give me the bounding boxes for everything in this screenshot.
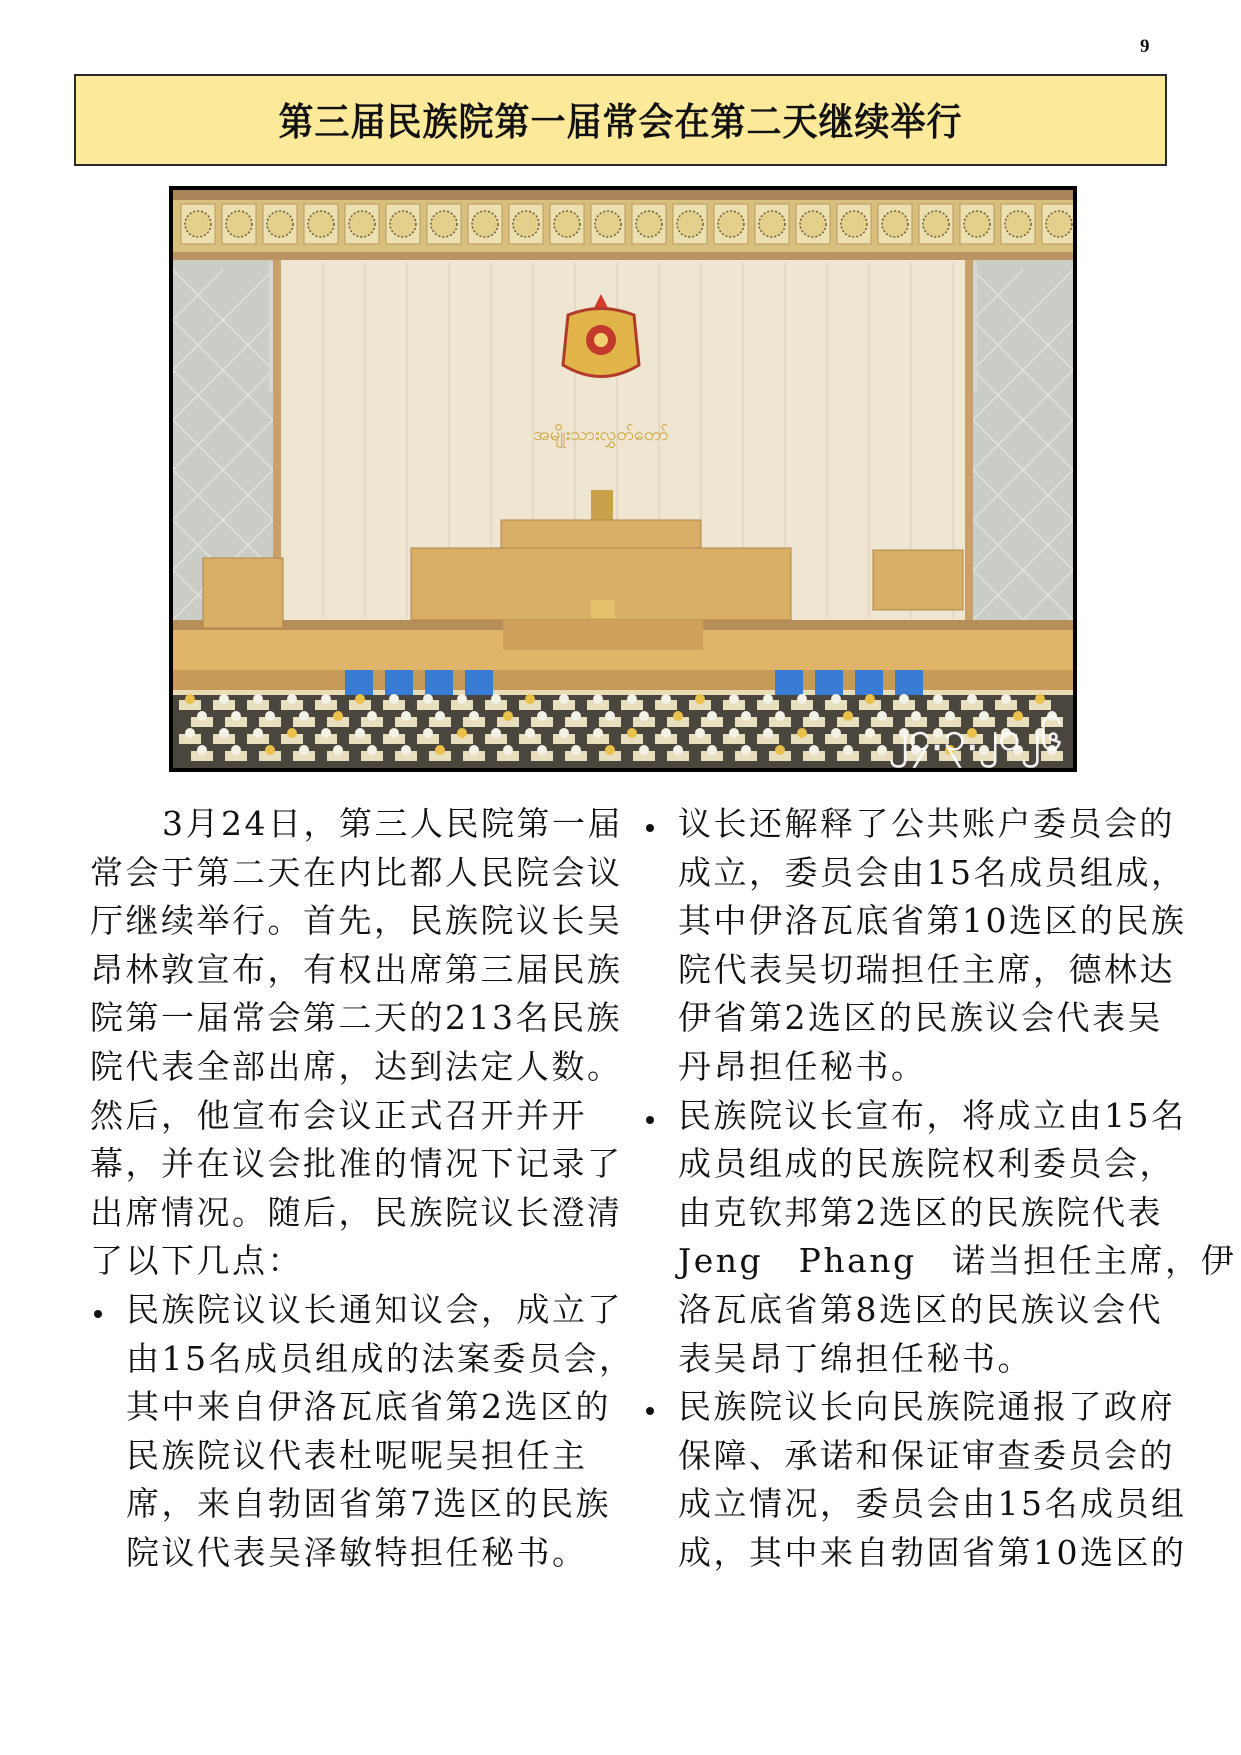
delegate-head	[559, 728, 569, 738]
delegate-head	[253, 694, 263, 704]
delegate-head	[287, 694, 297, 704]
delegate-head	[185, 694, 195, 704]
delegate-head	[219, 694, 229, 704]
delegate-head	[1001, 694, 1011, 704]
frieze-rosette	[472, 211, 498, 237]
delegate-head	[797, 694, 807, 704]
text-line: 丹昂担任秘书。	[678, 1046, 927, 1086]
delegate-head	[843, 745, 853, 755]
delegate-head	[673, 745, 683, 755]
delegate-head	[763, 728, 773, 738]
delegate-head	[185, 728, 195, 738]
bullet-icon	[90, 1286, 110, 1335]
text-line: 院代表吴切瑞担任主席，德林达	[678, 949, 1175, 989]
delegate-head	[571, 745, 581, 755]
delegate-head	[877, 745, 887, 755]
delegate-head	[729, 728, 739, 738]
text-line: 3月24日，第三人民院第一届	[162, 804, 623, 843]
delegate-head	[1035, 694, 1045, 704]
text-line: 由克钦邦第2选区的民族院代表	[678, 1192, 1163, 1232]
delegate-head	[525, 728, 535, 738]
wall-inscription: အမျိုးသားလွှတ်တော်	[533, 424, 669, 445]
frieze-rosette	[349, 211, 375, 237]
frieze-rosette	[718, 211, 744, 237]
bullet-list	[90, 1286, 635, 1578]
right-desk	[873, 550, 963, 610]
text-line: 常会于第二天在内比都人民院会议	[90, 852, 623, 892]
delegate-head	[355, 728, 365, 738]
delegate-head	[333, 745, 343, 755]
delegate-head	[287, 728, 297, 738]
delegate-head	[389, 728, 399, 738]
page-number: 9	[1140, 36, 1150, 57]
delegate-head	[865, 694, 875, 704]
delegate-head	[469, 745, 479, 755]
delegate-head	[775, 745, 785, 755]
text-line: 院代表全部出席，达到法定人数。	[90, 1046, 623, 1086]
right-lattice-panel	[973, 260, 1073, 620]
delegate-head	[593, 694, 603, 704]
parliament-photo	[169, 186, 1077, 772]
delegate-head	[401, 711, 411, 721]
text-line: 其中伊洛瓦底省第10选区的民族	[678, 901, 1187, 941]
delegate-head	[457, 728, 467, 738]
delegate-head	[423, 728, 433, 738]
delegate-head	[695, 694, 705, 704]
text-line: 然后，他宣布会议正式召开并开	[90, 1095, 587, 1135]
bullet-item	[642, 800, 1187, 1092]
delegate-head	[219, 728, 229, 738]
delegate-head	[525, 694, 535, 704]
delegate-head	[639, 745, 649, 755]
text-line: 由15名成员组成的法案委员会，	[126, 1338, 635, 1378]
delegate-head	[503, 711, 513, 721]
delegate-head	[661, 694, 671, 704]
delegate-head	[491, 694, 501, 704]
delegate-head	[559, 694, 569, 704]
left-lectern	[203, 558, 283, 628]
delegate-head	[865, 728, 875, 738]
delegate-head	[877, 711, 887, 721]
text-line: 民族院议长宣布，将成立由15名	[678, 1095, 1187, 1135]
frieze-rosette	[759, 211, 785, 237]
delegate-head	[831, 728, 841, 738]
text-line: 议长还解释了公共账户委员会的	[678, 804, 1175, 843]
delegate-head	[775, 711, 785, 721]
delegate-head	[571, 711, 581, 721]
intro-paragraph	[90, 800, 623, 1286]
delegate-head	[367, 711, 377, 721]
delegate-head	[899, 694, 909, 704]
delegate-head	[741, 745, 751, 755]
text-line: 其中来自伊洛瓦底省第2选区的	[126, 1387, 611, 1427]
frieze-rosette	[1046, 211, 1072, 237]
delegate-head	[231, 745, 241, 755]
text-line: 民族院议长向民族院通报了政府	[678, 1387, 1175, 1427]
frieze-rosette	[923, 211, 949, 237]
delegate-head	[469, 711, 479, 721]
text-line: 出席情况。随后，民族院议长澄清	[90, 1192, 623, 1232]
text-line: 成立，委员会由15名成员组成，	[678, 852, 1187, 892]
bullet-item	[642, 1383, 1187, 1577]
frieze-rosette	[677, 211, 703, 237]
date-watermark: ၂၄.၃.၂၀၂၆	[888, 714, 1063, 760]
bullet-item	[90, 1286, 635, 1578]
text-line: 了以下几点：	[90, 1241, 303, 1281]
delegate-head	[423, 694, 433, 704]
delegate-head	[321, 694, 331, 704]
delegate-head	[707, 745, 717, 755]
delegate-head	[605, 711, 615, 721]
text-line: 幕，并在议会批准的情况下记录了	[90, 1144, 623, 1184]
delegate-head	[661, 728, 671, 738]
delegate-head	[265, 745, 275, 755]
frieze-rosette	[308, 211, 334, 237]
delegate-head	[741, 711, 751, 721]
delegate-head	[797, 728, 807, 738]
delegate-head	[491, 728, 501, 738]
title-banner	[74, 74, 1167, 166]
text-line: 院议代表吴泽敏特担任秘书。	[126, 1532, 588, 1572]
text-line: 伊省第2选区的民族议会代表吴	[678, 998, 1163, 1038]
delegate-head	[197, 745, 207, 755]
frieze-rosette	[390, 211, 416, 237]
delegate-head	[967, 694, 977, 704]
delegate-head	[843, 711, 853, 721]
text-line: 成，其中来自勃固省第10选区的	[678, 1532, 1187, 1572]
delegate-head	[253, 728, 263, 738]
frieze-rosette	[431, 211, 457, 237]
article-left-column	[90, 800, 635, 1578]
delegate-head	[593, 728, 603, 738]
frieze-rosette	[636, 211, 662, 237]
delegate-head	[299, 745, 309, 755]
bullet-icon	[642, 1383, 662, 1432]
frieze-rosette	[964, 211, 990, 237]
text-line: 成立情况，委员会由15名成员组	[678, 1484, 1187, 1524]
text-line: 保障、承诺和保证审查委员会的	[678, 1435, 1175, 1475]
frieze-rosette	[185, 211, 211, 237]
frieze-rosette	[882, 211, 908, 237]
text-line: 民族院议代表杜呢呢吴担任主	[126, 1435, 588, 1475]
delegate-head	[537, 711, 547, 721]
delegate-head	[435, 745, 445, 755]
frieze-rosette	[1005, 211, 1031, 237]
bullet-icon	[642, 1092, 662, 1141]
delegate-head	[809, 711, 819, 721]
delegate-head	[355, 694, 365, 704]
frieze-rosette	[267, 211, 293, 237]
delegate-head	[265, 711, 275, 721]
text-line: 民族院议议长通知议会，成立了	[126, 1289, 623, 1329]
delegate-head	[831, 694, 841, 704]
text-line: 厅继续举行。首先，民族院议长吴	[90, 901, 623, 941]
article-right-column	[642, 800, 1237, 1578]
delegate-head	[457, 694, 467, 704]
delegate-head	[673, 711, 683, 721]
bullet-list	[642, 800, 1237, 1578]
text-line: 院第一届常会第二天的213名民族	[90, 998, 622, 1038]
delegate-head	[627, 694, 637, 704]
delegate-head	[707, 711, 717, 721]
delegate-head	[333, 711, 343, 721]
delegate-head	[299, 711, 309, 721]
delegate-head	[639, 711, 649, 721]
delegate-head	[537, 745, 547, 755]
speaker-chair	[591, 490, 613, 520]
frieze-rosette	[800, 211, 826, 237]
delegate-head	[435, 711, 445, 721]
delegate-head	[503, 745, 513, 755]
text-line: 洛瓦底省第8选区的民族议会代	[678, 1289, 1163, 1329]
bullet-item	[642, 1092, 1237, 1384]
delegate-head	[367, 745, 377, 755]
delegate-head	[231, 711, 241, 721]
delegate-head	[401, 745, 411, 755]
frieze-rosette	[595, 211, 621, 237]
delegate-head	[729, 694, 739, 704]
bullet-icon	[642, 800, 662, 849]
text-line: Jeng Phang 诺当担任主席，伊	[678, 1241, 1237, 1281]
parliament-hall-illustration	[173, 190, 1073, 768]
delegate-head	[763, 694, 773, 704]
text-line: 成员组成的民族院权利委员会，	[678, 1144, 1175, 1184]
delegate-head	[197, 711, 207, 721]
text-line: 表吴昂丁绵担任秘书。	[678, 1338, 1033, 1378]
frieze-rosette	[226, 211, 252, 237]
frieze-rosette	[513, 211, 539, 237]
text-line: 席，来自勃固省第7选区的民族	[126, 1484, 611, 1524]
frieze-rosette	[554, 211, 580, 237]
page-title: 第三届民族院第一届常会在第二天继续举行	[278, 101, 963, 145]
delegate-head	[321, 728, 331, 738]
frieze-rosette	[841, 211, 867, 237]
delegate-head	[695, 728, 705, 738]
delegate-head	[627, 728, 637, 738]
delegate-head	[809, 745, 819, 755]
delegate-head	[933, 694, 943, 704]
delegate-head	[605, 745, 615, 755]
text-line: 昂林敦宣布，有权出席第三届民族	[90, 949, 623, 989]
delegate-head	[389, 694, 399, 704]
